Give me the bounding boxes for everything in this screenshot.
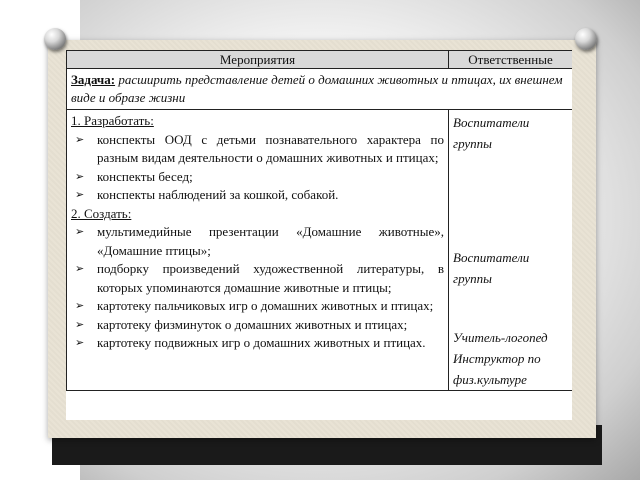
plan-table (66, 50, 572, 391)
header-responsible: Ответственные (449, 51, 573, 69)
arrow-bullet-icon: ➢ (75, 336, 85, 349)
left-pushpin-icon (44, 28, 66, 50)
list-item: ➢ конспекты ООД с детьми познавательного характера по разным видам деятельности о домашних животных и птицах; (71, 131, 444, 168)
list-item: ➢ конспекты наблюдений за кошкой, собакой. (71, 186, 444, 205)
list-item: ➢ конспекты бесед; (71, 168, 444, 187)
right-pushpin-icon (575, 28, 597, 50)
activities-cell (67, 110, 449, 391)
responsible-2-line1: Воспитатели (453, 250, 530, 265)
arrow-bullet-icon: ➢ (75, 132, 85, 146)
task-row (67, 69, 573, 110)
task-label: Задача: (71, 72, 116, 87)
section1-title: 1. Разработать: (71, 113, 154, 128)
responsible-1-line2: группы (453, 136, 492, 151)
list-item: ➢ мультимедийные презентации «Домашние животные», «Домашние птицы»; (71, 223, 444, 260)
responsible-3-line3: физ.культуре (453, 372, 527, 387)
task-text: расширить представление детей о домашних животных и птицах, их внешнем виде и образе жизни (71, 72, 563, 105)
task-cell (67, 69, 573, 110)
responsible-3-line2: Инструктор по (453, 351, 541, 366)
list-item: ➢ картотеку пальчиковых игр о домашних животных и птицах; (71, 297, 444, 316)
arrow-bullet-icon: ➢ (75, 225, 85, 238)
header-row (67, 51, 573, 69)
list-item: ➢ картотеку физминуток о домашних животных и птицах; (71, 316, 444, 335)
list-item: ➢ картотеку подвижных игр о домашних животных и птицах. (71, 334, 444, 353)
arrow-bullet-icon: ➢ (75, 169, 85, 183)
responsible-2-line2: группы (453, 271, 492, 286)
responsible-3-line1: Учитель-логопед (453, 330, 548, 345)
list-item: ➢ подборку произведений художественной литературы, в которых упоминаются домашние животные и птицы; (71, 260, 444, 297)
document-sheet (66, 50, 572, 420)
arrow-bullet-icon: ➢ (75, 262, 85, 275)
content-row (67, 110, 573, 391)
header-activities: Мероприятия (67, 51, 449, 69)
responsible-1-line1: Воспитатели (453, 115, 530, 130)
arrow-bullet-icon: ➢ (75, 299, 85, 312)
arrow-bullet-icon: ➢ (75, 317, 85, 331)
section2-title: 2. Создать: (71, 205, 132, 221)
responsible-cell (449, 110, 573, 391)
arrow-bullet-icon: ➢ (75, 188, 85, 201)
